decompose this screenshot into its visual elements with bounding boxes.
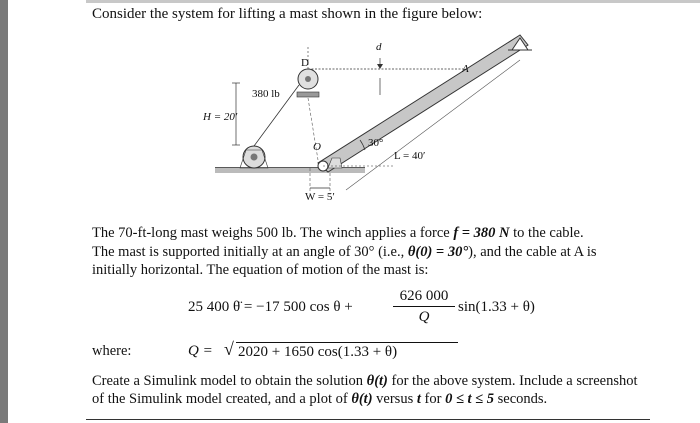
paragraph-2: The mast is supported initially at an angle of 30° (i.e., θ(0) = 30°), and the cable at A is (92, 244, 597, 260)
pulley-base (297, 92, 319, 97)
task-line-2: of the Simulink model created, and a plot of θ(t) versus t for 0 ≤ t ≤ 5 seconds. (92, 391, 548, 407)
L-dimension-line (346, 60, 520, 190)
problem-intro: Consider the system for lifting a mast shown in the figure below: (92, 6, 483, 22)
label-O: O (313, 141, 321, 153)
paragraph-1: The 70-ft-long mast weighs 500 lb. The winch applies a force f = 380 N to the cable. (92, 225, 584, 241)
q-equation-lhs: Q = (188, 343, 213, 359)
label-L: L = 40′ (394, 150, 426, 162)
label-H: H = 20′ (203, 111, 238, 123)
pulley-D-hub (305, 76, 311, 82)
bottom-divider (86, 419, 650, 420)
equation-numerator: 626 000 (399, 288, 449, 304)
label-angle: 30° (368, 137, 384, 149)
equation-rhs: sin(1.33 + θ) (458, 299, 535, 315)
label-weight: 380 lb (252, 88, 280, 100)
label-A: A (462, 63, 469, 75)
label-W: W = 5′ (305, 191, 335, 203)
label-d: d (376, 41, 382, 53)
q-radicand: 2020 + 1650 cos(1.33 + θ) (238, 344, 398, 360)
label-D: D (301, 57, 309, 69)
fraction-bar (393, 306, 455, 307)
sqrt-bar (236, 342, 458, 343)
ground-hatch (215, 168, 365, 173)
sqrt-sign: √ (224, 339, 234, 359)
task-line-1: Create a Simulink model to obtain the solution θ(t) for the above system. Include a screenshot (92, 373, 638, 389)
where-label: where: (92, 343, 132, 359)
equation-denominator: Q (418, 309, 430, 325)
paragraph-3: initially horizontal. The equation of motion of the mast is: (92, 262, 429, 278)
winch-hub (251, 154, 258, 161)
equation-lhs: 25 400 θ̈ = −17 500 cos θ + (188, 299, 353, 315)
